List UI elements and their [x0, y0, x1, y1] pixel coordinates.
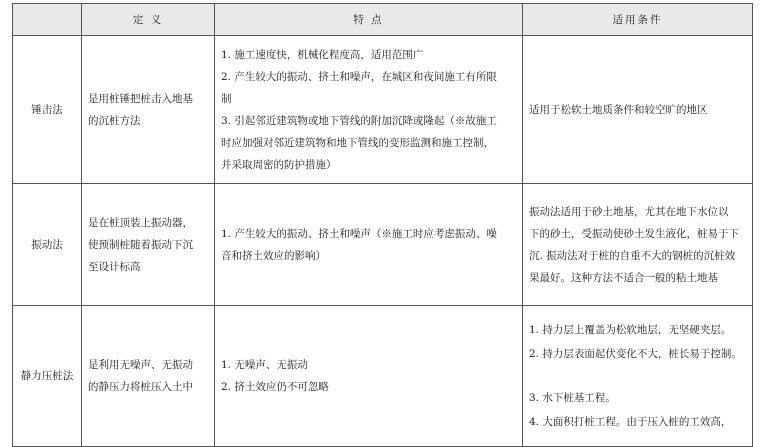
condition-line: 果最好。这种方法不适合一般的粘土地基 — [529, 271, 718, 284]
pile-method-table — [12, 3, 753, 447]
features-cell — [215, 36, 523, 184]
definition-cell — [82, 184, 215, 306]
feature-line: 音和挤土效应的影响） — [221, 249, 326, 262]
feature-line: 1. 施工速度快，机械化程度高，适用范围广 — [221, 48, 424, 61]
header-features: 特 点 — [215, 4, 523, 36]
condition-line: 振动法适用于砂土地基，尤其在地下水位以 — [529, 205, 729, 218]
definition-cell — [82, 306, 215, 447]
table-row — [13, 306, 753, 447]
condition-line: 1. 持力层上覆盖为松软地层，无坚硬夹层。 — [529, 324, 732, 336]
feature-line: 1. 产生较大的振动、挤土和噪声（※施工时应考虑振动、噪 — [221, 227, 497, 240]
definition-line: 至设计标高 — [88, 260, 141, 273]
definition-line: 是用桩锤把桩击入地基 — [88, 92, 193, 105]
table-row — [13, 184, 753, 306]
definition-line: 是在桩顶装上振动器， — [88, 216, 193, 229]
feature-line: 1. 无噪声、无振动 — [221, 359, 308, 371]
definition-line: 的沉桩方法 — [88, 114, 141, 127]
method-cell: 振动法 — [13, 184, 82, 306]
header-method — [13, 4, 82, 36]
conditions-cell — [523, 184, 753, 306]
method-cell: 静力压桩法 — [13, 306, 82, 447]
condition-line: 沉. 振动法对于桩的自重不大的钢桩的沉桩效 — [529, 249, 736, 262]
feature-line: 3. 引起邻近建筑物或地下管线的附加沉降或隆起（※故施工 — [221, 114, 497, 127]
definition-cell — [82, 36, 215, 184]
condition-line: 2. 持力层表面起伏变化不大，桩长易于控制。 — [529, 348, 742, 360]
definition-line: 是利用无噪声、无振动 — [88, 359, 193, 371]
header-row — [13, 4, 753, 36]
table-row — [13, 36, 753, 184]
feature-line: 2. 挤土效应仍不可忽略 — [221, 381, 329, 393]
conditions-cell — [523, 306, 753, 447]
condition-line: 适用于松软土地质条件和较空旷的地区 — [529, 103, 708, 116]
condition-line: 3. 水下桩基工程。 — [529, 392, 616, 404]
spacer — [529, 366, 746, 386]
feature-line: 制 — [221, 92, 232, 105]
feature-line: 2. 产生较大的振动、挤土和噪声，在城区和夜间施工有所限 — [221, 70, 497, 83]
definition-line: 使预制桩随着振动下沉 — [88, 238, 193, 251]
definition-line: 的静压力将桩压入土中 — [88, 381, 193, 393]
header-definition: 定 义 — [82, 4, 215, 36]
conditions-cell — [523, 36, 753, 184]
features-cell — [215, 184, 523, 306]
features-cell — [215, 306, 523, 447]
feature-line: 时应加强对邻近建筑物和地下管线的变形监测和施工控制， — [221, 136, 494, 149]
method-cell: 锤击法 — [13, 36, 82, 184]
condition-line: 4. 大面积打桩工程。由于压入桩的工效高， — [529, 416, 732, 428]
condition-line: 下的砂土，受振动使砂土发生液化，桩易于下 — [529, 227, 739, 240]
header-conditions: 适用条件 — [523, 4, 753, 36]
feature-line: 并采取周密的防护措施） — [221, 158, 337, 171]
